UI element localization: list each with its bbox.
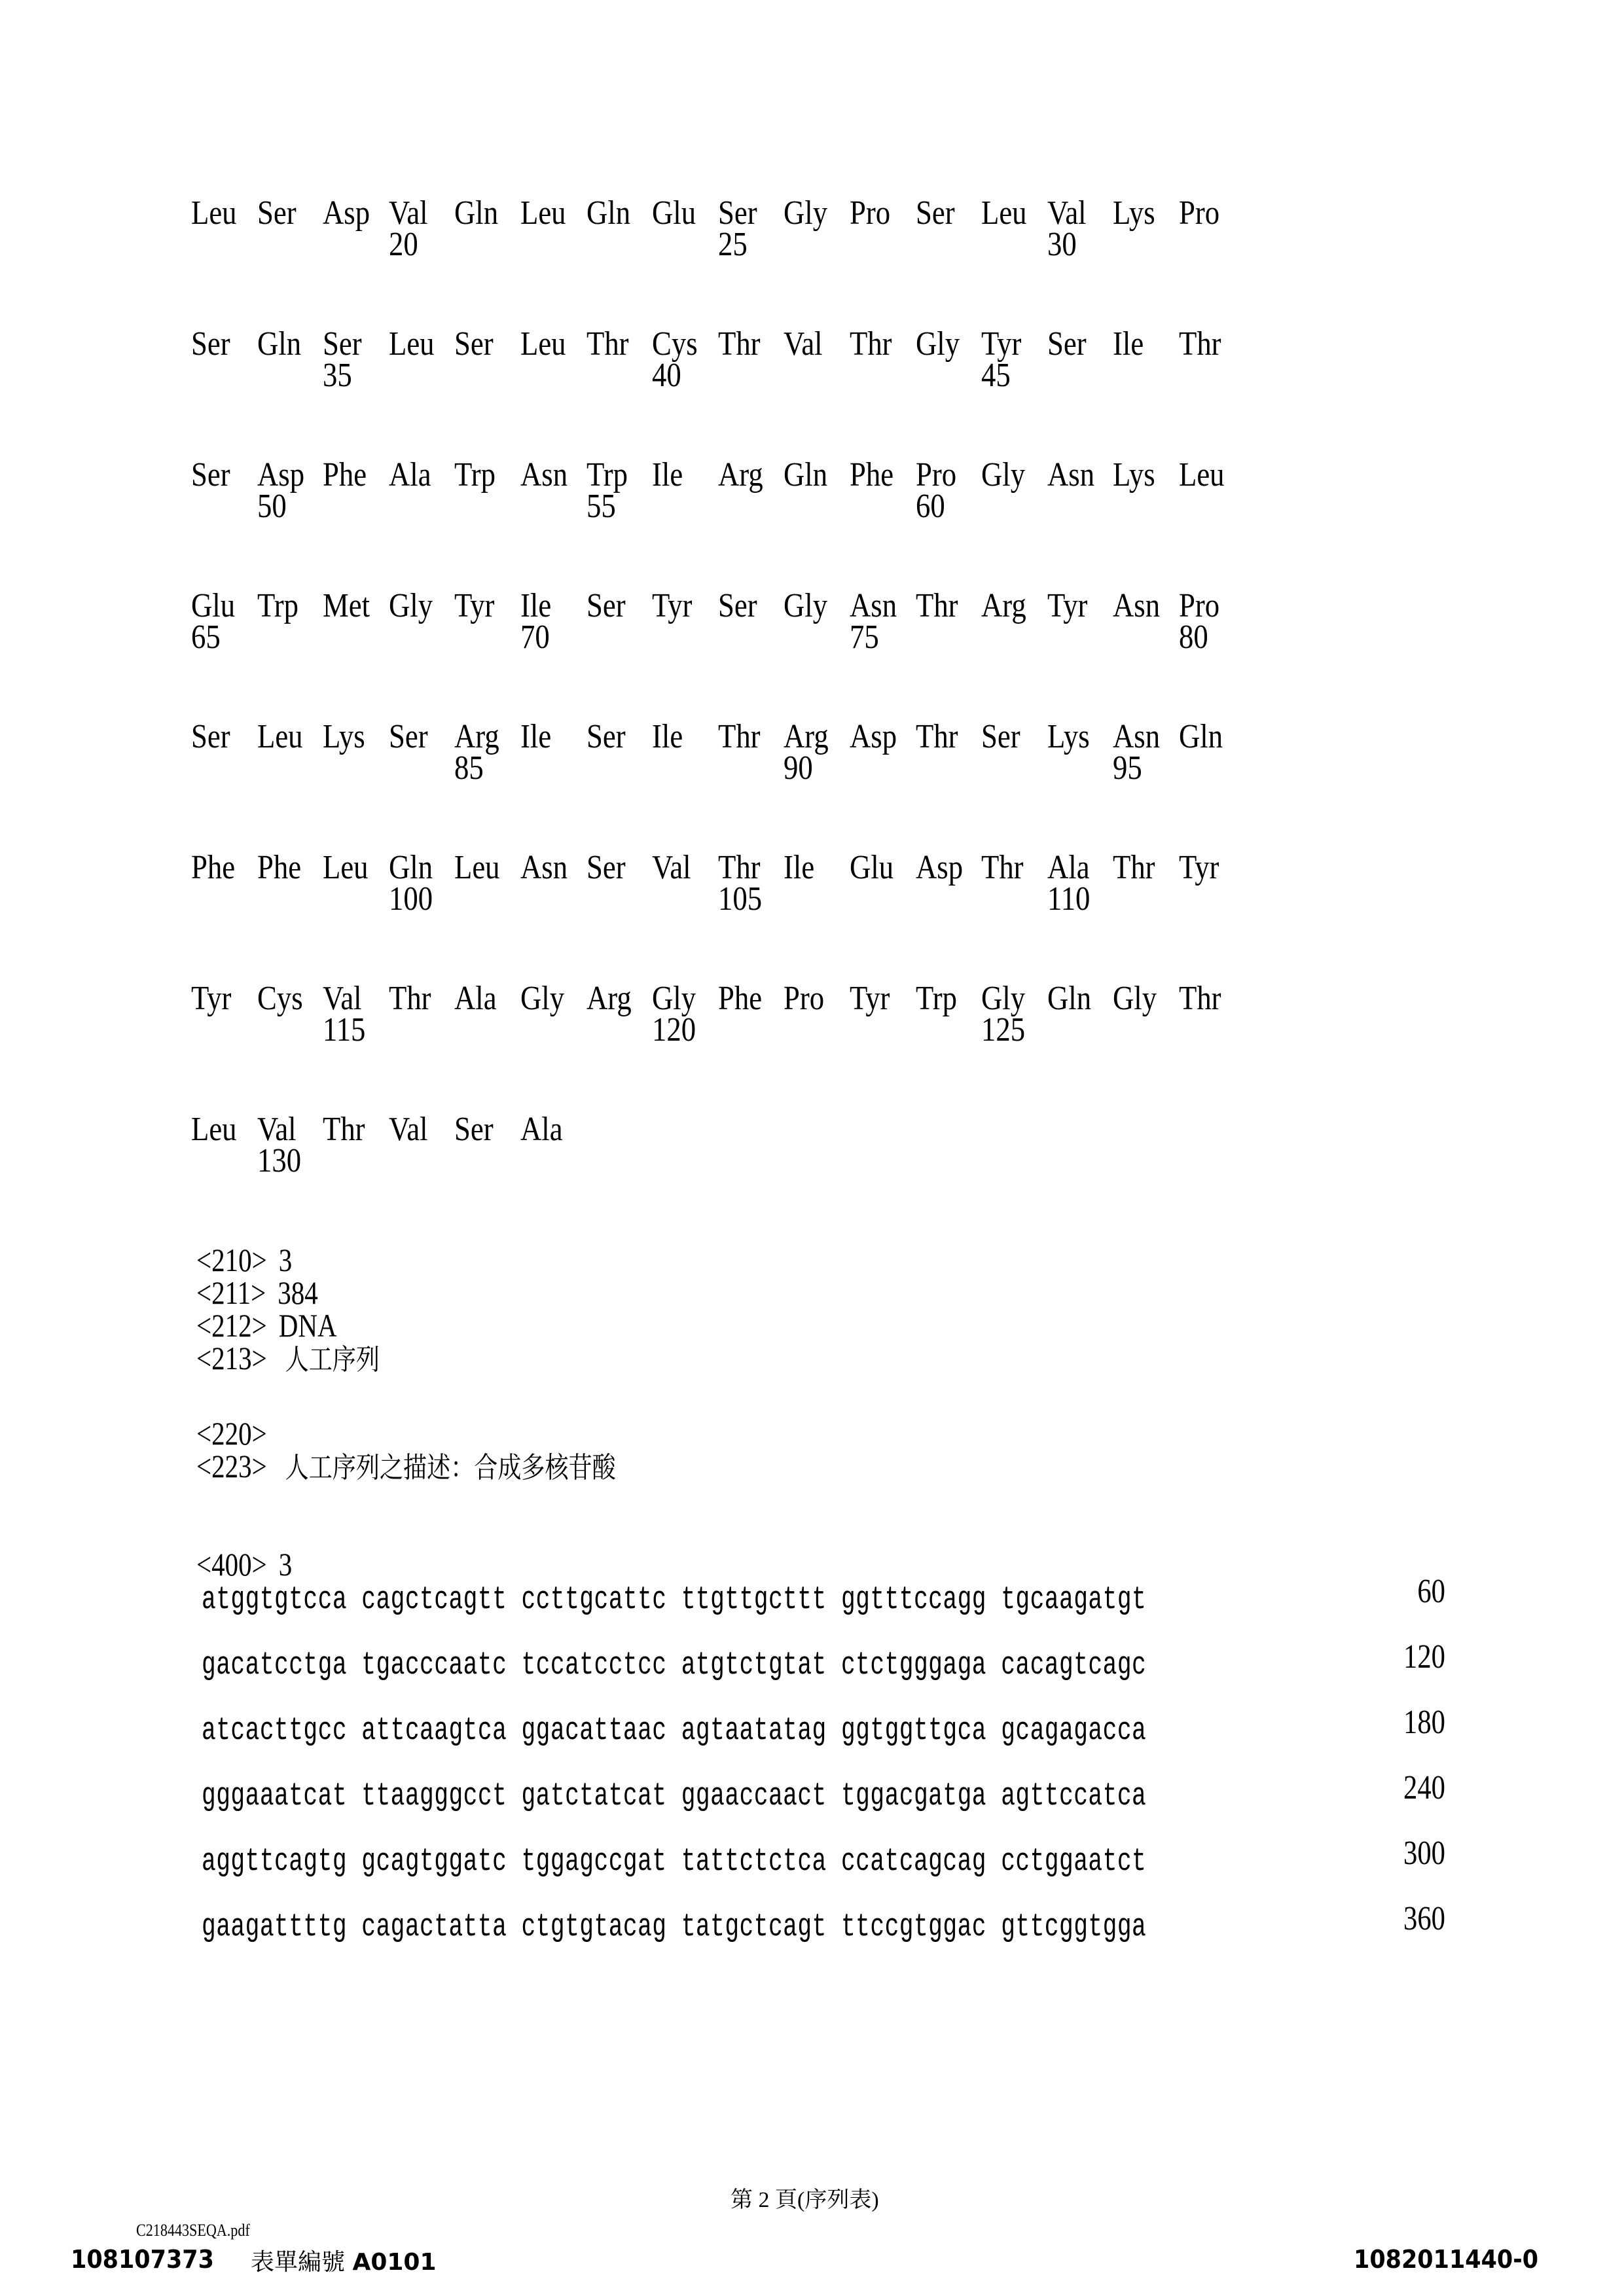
field-value: 3 (278, 1242, 293, 1278)
residue-position-number: 25 (717, 226, 748, 263)
residue: Thr (1179, 325, 1221, 363)
residue: Thr (981, 849, 1024, 886)
residue: Arg (586, 980, 632, 1017)
residue: Thr (915, 587, 958, 624)
document-number: 1082011440-0 (1354, 2245, 1539, 2274)
residue-position-number: 90 (784, 749, 814, 787)
residue-position-number: 75 (850, 619, 879, 656)
residue: Glu (652, 194, 696, 232)
residue: Val (388, 194, 428, 232)
residue-position-number: 65 (191, 619, 221, 656)
dna-position: 240 (1403, 1769, 1445, 1806)
residue-position-number: 40 (652, 357, 681, 394)
residue-position-number: 50 (257, 488, 287, 525)
field-220 (196, 1417, 267, 1450)
residue-position-number: 20 (388, 226, 418, 263)
residue: Cys (257, 980, 303, 1017)
residue-position-number: 70 (520, 619, 550, 656)
residue: Gly (652, 980, 696, 1017)
residue: Asn (520, 456, 568, 493)
residue: Tyr (191, 980, 232, 1017)
protein-row (191, 1113, 1304, 1191)
residue-position-number: 95 (1113, 749, 1143, 787)
residue-position-number: 80 (1179, 619, 1208, 656)
residue: Met (323, 587, 370, 624)
residue: Trp (257, 587, 298, 624)
residue: Lys (1113, 456, 1156, 493)
residue: Leu (191, 1111, 237, 1148)
residue: Ser (915, 194, 955, 232)
residue: Ser (191, 718, 230, 755)
field-value: 3 (278, 1546, 293, 1583)
residue: Gly (784, 194, 828, 232)
residue: Phe (257, 849, 301, 886)
residue: Val (652, 849, 691, 886)
field-212 (196, 1309, 337, 1342)
residue: Phe (191, 849, 236, 886)
residue: Ser (388, 718, 428, 755)
field-tag: <223> (196, 1448, 267, 1484)
application-number: 108107373 (71, 2245, 214, 2274)
residue: Asp (323, 194, 370, 232)
dna-sequence: gaagattttg cagactatta ctgtgtacag tatgctcagt ttccgtggac gttcggtgga (202, 1909, 1147, 1945)
residue: Gly (784, 587, 828, 624)
field-210 (196, 1244, 292, 1276)
residue: Ile (520, 718, 552, 755)
residue: Thr (586, 325, 629, 363)
residue: Leu (323, 849, 369, 886)
residue: Arg (981, 587, 1026, 624)
dna-line (202, 1704, 1445, 1753)
residue: Lys (1113, 194, 1156, 232)
residue: Gln (257, 325, 301, 363)
residue: Asn (1113, 718, 1161, 755)
residue: Ile (652, 456, 683, 493)
residue: Ser (717, 194, 757, 232)
residue: Leu (520, 194, 566, 232)
dna-position: 60 (1417, 1573, 1445, 1610)
residue: Arg (717, 456, 763, 493)
residue: Phe (850, 456, 894, 493)
field-value: 人工序列之描述：合成多核苷酸 (285, 1451, 616, 1484)
dna-position: 120 (1403, 1638, 1445, 1676)
dna-position: 360 (1403, 1900, 1445, 1937)
residue: Ser (191, 456, 230, 493)
residue-position-number: 55 (586, 488, 616, 525)
dna-line (202, 1638, 1445, 1687)
residue: Thr (717, 718, 761, 755)
residue-position-number: 35 (323, 357, 352, 394)
protein-row (191, 458, 1304, 537)
residue: Ser (257, 194, 297, 232)
residue: Pro (784, 980, 825, 1017)
dna-line (202, 1900, 1445, 1949)
residue: Leu (257, 718, 303, 755)
residue: Leu (520, 325, 566, 363)
residue: Glu (191, 587, 236, 624)
residue: Lys (323, 718, 365, 755)
residue: Gly (915, 325, 960, 363)
residue-position-number: 110 (1047, 880, 1091, 918)
residue: Thr (850, 325, 892, 363)
residue: Trp (586, 456, 628, 493)
residue: Tyr (981, 325, 1022, 363)
residue: Val (257, 1111, 297, 1148)
residue: Ser (454, 325, 494, 363)
residue: Leu (191, 194, 237, 232)
residue: Ser (191, 325, 230, 363)
residue-position-number: 45 (981, 357, 1011, 394)
residue: Val (1047, 194, 1087, 232)
field-tag: <213> (196, 1340, 267, 1376)
residue: Gly (981, 456, 1026, 493)
dna-position: 300 (1403, 1835, 1445, 1872)
residue: Lys (1047, 718, 1090, 755)
field-400 (196, 1548, 292, 1581)
dna-position: 180 (1403, 1704, 1445, 1741)
residue: Thr (717, 325, 761, 363)
residue: Ile (784, 849, 815, 886)
residue: Leu (454, 849, 500, 886)
dna-sequence: atcacttgcc attcaagtca ggacattaac agtaatatag ggtggttgca gcagagacca (202, 1712, 1147, 1749)
residue-position-number: 115 (323, 1011, 366, 1049)
residue: Pro (1179, 194, 1220, 232)
residue: Asn (850, 587, 897, 624)
residue: Gly (520, 980, 565, 1017)
residue: Gln (388, 849, 433, 886)
residue: Ser (981, 718, 1020, 755)
residue: Ala (520, 1111, 563, 1148)
residue-position-number: 85 (454, 749, 484, 787)
residue: Gln (1047, 980, 1091, 1017)
residue: Thr (1113, 849, 1155, 886)
residue: Pro (850, 194, 891, 232)
residue: Tyr (454, 587, 495, 624)
dna-line (202, 1573, 1445, 1622)
residue: Gly (981, 980, 1026, 1017)
residue: Cys (652, 325, 698, 363)
residue: Gln (1179, 718, 1223, 755)
residue: Ala (454, 980, 497, 1017)
residue: Leu (1179, 456, 1225, 493)
dna-sequence: gggaaatcat ttaagggcct gatctatcat ggaaccaact tggacgatga agttccatca (202, 1778, 1147, 1814)
residue: Gln (784, 456, 828, 493)
residue: Leu (388, 325, 435, 363)
field-211 (196, 1276, 318, 1309)
residue: Tyr (1047, 587, 1088, 624)
residue: Asp (915, 849, 963, 886)
field-213 (196, 1342, 380, 1376)
residue: Glu (850, 849, 894, 886)
form-number-code: A0101 (352, 2249, 437, 2276)
field-tag: <211> (196, 1274, 266, 1311)
residue: Pro (1179, 587, 1220, 624)
dna-line (202, 1835, 1445, 1884)
protein-row (191, 589, 1304, 668)
residue: Val (323, 980, 362, 1017)
source-filename: C218443SEQA.pdf (136, 2221, 250, 2240)
residue: Arg (454, 718, 500, 755)
residue: Thr (1179, 980, 1221, 1017)
residue: Ser (586, 849, 626, 886)
field-value: 384 (278, 1274, 318, 1311)
residue: Ser (454, 1111, 494, 1148)
residue-position-number: 120 (652, 1011, 696, 1049)
residue: Ile (520, 587, 552, 624)
residue-position-number: 100 (388, 880, 433, 918)
residue: Ala (388, 456, 431, 493)
residue: Ser (323, 325, 362, 363)
residue: Arg (784, 718, 829, 755)
dna-sequence: aggttcagtg gcagtggatc tggagccgat tattctctca ccatcagcag cctggaatct (202, 1843, 1147, 1880)
field-tag: <212> (196, 1307, 267, 1344)
field-tag: <400> (196, 1546, 267, 1583)
residue: Ser (1047, 325, 1087, 363)
residue: Thr (388, 980, 431, 1017)
residue: Thr (323, 1111, 365, 1148)
residue: Ile (652, 718, 683, 755)
residue: Thr (915, 718, 958, 755)
residue: Phe (323, 456, 367, 493)
residue: Gly (1113, 980, 1157, 1017)
residue: Asp (850, 718, 897, 755)
residue: Ile (1113, 325, 1144, 363)
residue-position-number: 105 (717, 880, 762, 918)
dna-sequence: atggtgtcca cagctcagtt ccttgcattc ttgttgcttt ggtttccagg tgcaagatgt (202, 1581, 1147, 1618)
field-tag: <210> (196, 1242, 267, 1278)
form-number (251, 2244, 437, 2277)
field-value: 人工序列 (285, 1343, 380, 1376)
residue: Pro (915, 456, 956, 493)
protein-row (191, 720, 1304, 798)
residue: Val (388, 1111, 428, 1148)
residue-position-number: 130 (257, 1142, 301, 1179)
residue: Asn (1047, 456, 1094, 493)
residue-position-number: 125 (981, 1011, 1026, 1049)
field-value: DNA (278, 1307, 337, 1344)
residue: Thr (717, 849, 761, 886)
form-number-label: 表單編號 (251, 2249, 346, 2276)
residue: Leu (981, 194, 1027, 232)
field-223 (196, 1450, 616, 1484)
residue: Ser (586, 718, 626, 755)
protein-row (191, 327, 1304, 406)
residue: Tyr (652, 587, 693, 624)
residue: Asp (257, 456, 304, 493)
residue: Asn (1113, 587, 1161, 624)
residue: Trp (915, 980, 957, 1017)
protein-row (191, 196, 1304, 275)
residue: Gln (586, 194, 630, 232)
residue: Gln (454, 194, 499, 232)
residue: Val (784, 325, 823, 363)
dna-line (202, 1769, 1445, 1818)
protein-row (191, 982, 1304, 1060)
residue: Ala (1047, 849, 1090, 886)
protein-row (191, 851, 1304, 929)
residue: Asn (520, 849, 568, 886)
field-tag: <220> (196, 1415, 267, 1452)
residue-position-number: 30 (1047, 226, 1077, 263)
residue-position-number: 60 (915, 488, 945, 525)
residue: Trp (454, 456, 496, 493)
residue: Phe (717, 980, 762, 1017)
residue: Ser (717, 587, 757, 624)
dna-sequence: gacatcctga tgacccaatc tccatcctcc atgtctgtat ctctgggaga cacagtcagc (202, 1647, 1147, 1683)
page-number-label: 第 2 頁(序列表) (731, 2188, 879, 2212)
residue: Tyr (1179, 849, 1219, 886)
residue: Gly (388, 587, 433, 624)
residue: Tyr (850, 980, 890, 1017)
residue: Ser (586, 587, 626, 624)
